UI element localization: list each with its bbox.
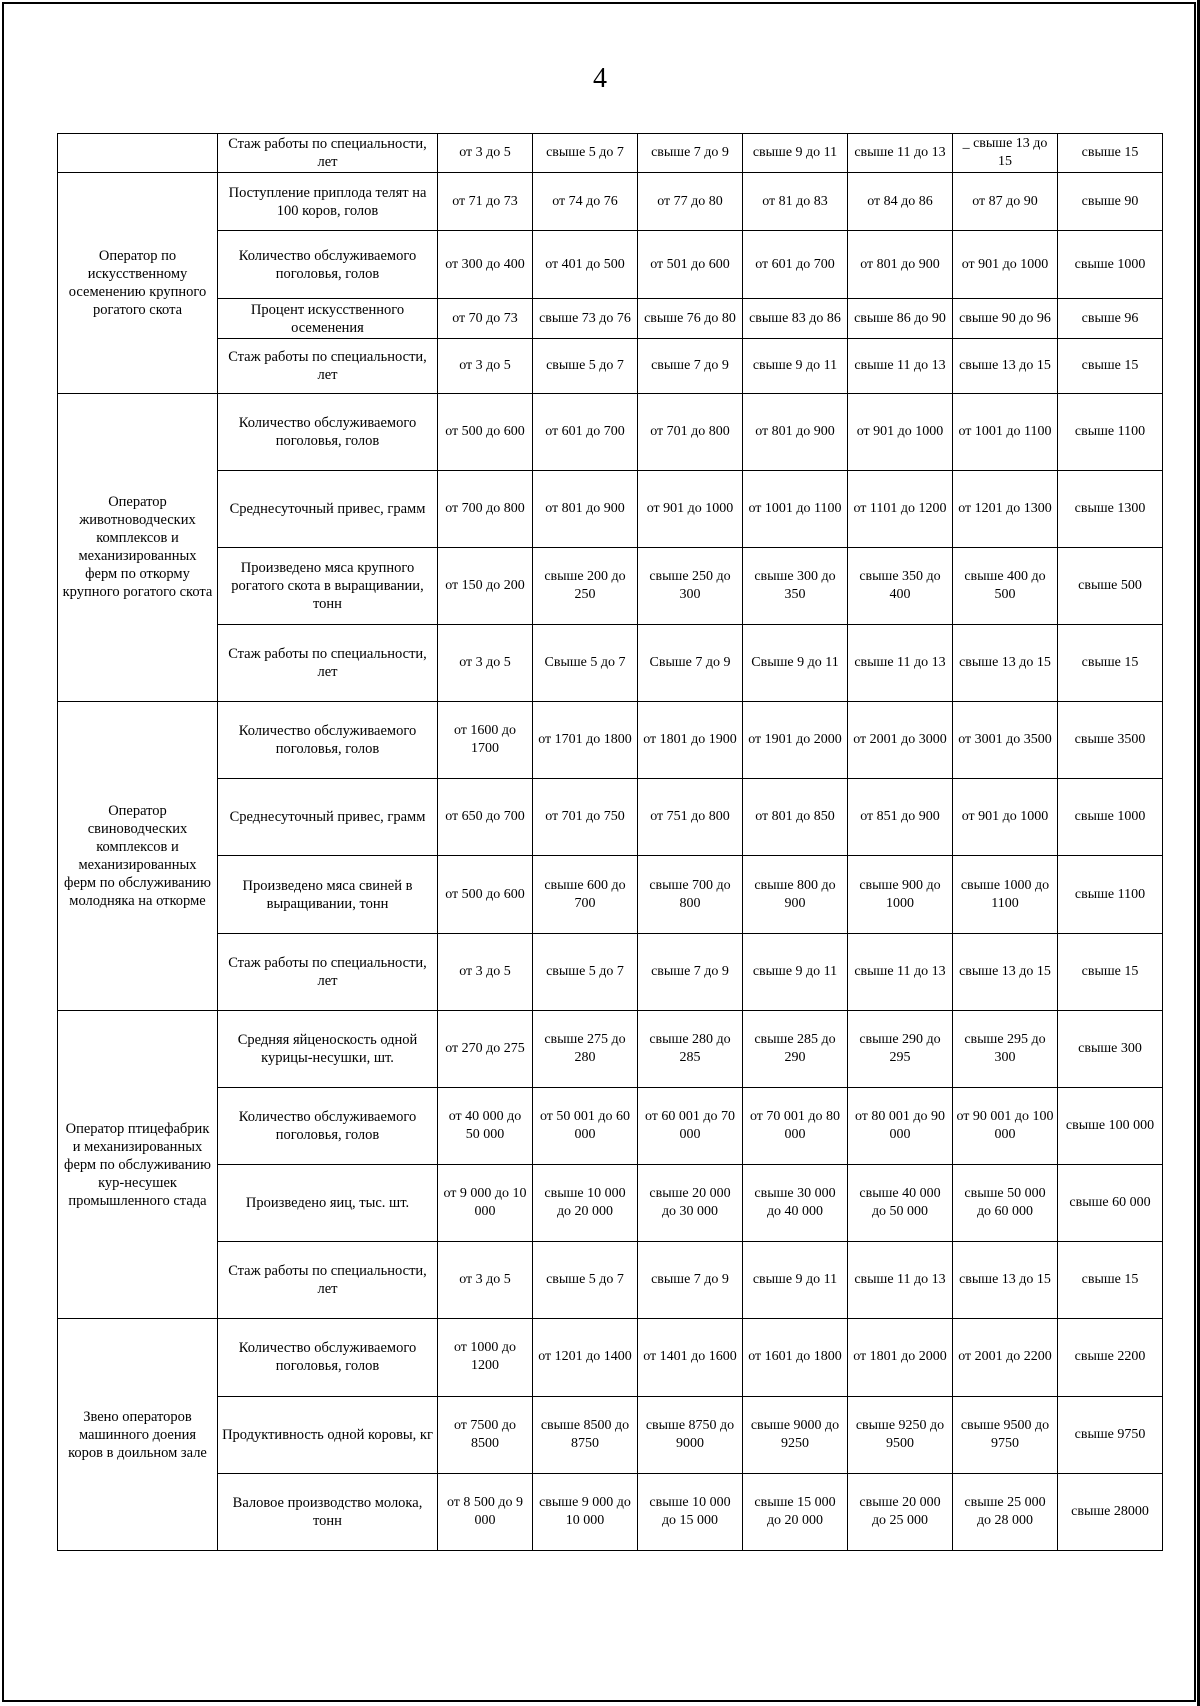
param-cell: Стаж работы по специальности, лет	[218, 624, 438, 701]
value-cell: от 87 до 90	[953, 173, 1058, 231]
param-cell: Стаж работы по специальности, лет	[218, 1242, 438, 1319]
param-cell: Количество обслуживаемого поголовья, голов	[218, 231, 438, 299]
param-cell: Количество обслуживаемого поголовья, голов	[218, 702, 438, 779]
value-cell: от 901 до 1000	[953, 779, 1058, 856]
value-cell: от 701 до 800	[638, 393, 743, 470]
value-cell: от 901 до 1000	[953, 231, 1058, 299]
table-row	[58, 856, 1163, 933]
value-cell: свыше 40 000 до 50 000	[848, 1165, 953, 1242]
value-cell: от 401 до 500	[533, 231, 638, 299]
value-cell: свыше 400 до 500	[953, 547, 1058, 624]
value-cell: от 1201 до 1300	[953, 470, 1058, 547]
value-cell: от 1801 до 2000	[848, 1319, 953, 1396]
value-cell: свыше 350 до 400	[848, 547, 953, 624]
table-row	[58, 1242, 1163, 1319]
page-number: 4	[593, 63, 607, 94]
header-value-cell: свыше 11 до 13	[848, 134, 953, 173]
value-cell: свыше 11 до 13	[848, 624, 953, 701]
value-cell: свыше 8500 до 8750	[533, 1396, 638, 1473]
value-cell: свыше 13 до 15	[953, 933, 1058, 1010]
value-cell: Свыше 9 до 11	[743, 624, 848, 701]
value-cell: от 3 до 5	[438, 339, 533, 393]
group-title-cell: Оператор птицефабрик и механизированных ферм по обслуживанию кур-несушек промышленного стада	[58, 1010, 218, 1319]
table-row	[58, 779, 1163, 856]
value-cell: свыше 800 до 900	[743, 856, 848, 933]
table-row	[58, 299, 1163, 339]
table-row	[58, 933, 1163, 1010]
param-cell: Произведено мяса крупного рогатого скота в выращивании, тонн	[218, 547, 438, 624]
value-cell: Свыше 5 до 7	[533, 624, 638, 701]
param-cell: Продуктивность одной коровы, кг	[218, 1396, 438, 1473]
value-cell: от 801 до 900	[533, 470, 638, 547]
table-row	[58, 1396, 1163, 1473]
rates-table	[57, 133, 1163, 1551]
value-cell: свыше 83 до 86	[743, 299, 848, 339]
value-cell: свыше 86 до 90	[848, 299, 953, 339]
header-value-cell: свыше 9 до 11	[743, 134, 848, 173]
value-cell: свыше 5 до 7	[533, 339, 638, 393]
value-cell: от 851 до 900	[848, 779, 953, 856]
value-cell: от 3001 до 3500	[953, 702, 1058, 779]
param-cell: Произведено мяса свиней в выращивании, тонн	[218, 856, 438, 933]
param-cell: Количество обслуживаемого поголовья, голов	[218, 393, 438, 470]
value-cell: от 7500 до 8500	[438, 1396, 533, 1473]
value-cell: от 3 до 5	[438, 624, 533, 701]
value-cell: свыше 1100	[1058, 393, 1163, 470]
value-cell: от 601 до 700	[533, 393, 638, 470]
value-cell: от 1001 до 1100	[743, 470, 848, 547]
table-row	[58, 231, 1163, 299]
value-cell: свыше 9750	[1058, 1396, 1163, 1473]
value-cell: свыше 1100	[1058, 856, 1163, 933]
value-cell: от 1601 до 1800	[743, 1319, 848, 1396]
param-cell: Среднесуточный привес, грамм	[218, 470, 438, 547]
value-cell: свыше 7 до 9	[638, 933, 743, 1010]
value-cell: от 300 до 400	[438, 231, 533, 299]
value-cell: свыше 90	[1058, 173, 1163, 231]
value-cell: от 1801 до 1900	[638, 702, 743, 779]
value-cell: свыше 28000	[1058, 1473, 1163, 1550]
value-cell: свыше 1000	[1058, 779, 1163, 856]
value-cell: свыше 290 до 295	[848, 1010, 953, 1087]
value-cell: от 801 до 900	[743, 393, 848, 470]
value-cell: свыше 15	[1058, 624, 1163, 701]
value-cell: от 40 000 до 50 000	[438, 1087, 533, 1164]
value-cell: от 751 до 800	[638, 779, 743, 856]
value-cell: от 700 до 800	[438, 470, 533, 547]
header-param-cell: Стаж работы по специальности, лет	[218, 134, 438, 173]
value-cell: от 1000 до 1200	[438, 1319, 533, 1396]
value-cell: от 801 до 900	[848, 231, 953, 299]
value-cell: свыше 96	[1058, 299, 1163, 339]
value-cell: свыше 15	[1058, 933, 1163, 1010]
value-cell: свыше 15	[1058, 339, 1163, 393]
value-cell: от 801 до 850	[743, 779, 848, 856]
value-cell: от 150 до 200	[438, 547, 533, 624]
value-cell: свыше 285 до 290	[743, 1010, 848, 1087]
value-cell: свыше 11 до 13	[848, 1242, 953, 1319]
table-row	[58, 702, 1163, 779]
header-value-cell: свыше 5 до 7	[533, 134, 638, 173]
value-cell: от 1001 до 1100	[953, 393, 1058, 470]
value-cell: свыше 300	[1058, 1010, 1163, 1087]
value-cell: свыше 9 000 до 10 000	[533, 1473, 638, 1550]
value-cell: от 70 до 73	[438, 299, 533, 339]
value-cell: свыше 250 до 300	[638, 547, 743, 624]
group-title-cell: Оператор по искусственному осеменению крупного рогатого скота	[58, 173, 218, 393]
table-row	[58, 1473, 1163, 1550]
table-row	[58, 1087, 1163, 1164]
value-cell: свыше 1000	[1058, 231, 1163, 299]
value-cell: свыше 9 до 11	[743, 1242, 848, 1319]
value-cell: свыше 9500 до 9750	[953, 1396, 1058, 1473]
value-cell: свыше 9250 до 9500	[848, 1396, 953, 1473]
value-cell: от 901 до 1000	[638, 470, 743, 547]
value-cell: от 8 500 до 9 000	[438, 1473, 533, 1550]
value-cell: свыше 13 до 15	[953, 624, 1058, 701]
value-cell: свыше 280 до 285	[638, 1010, 743, 1087]
value-cell: от 60 001 до 70 000	[638, 1087, 743, 1164]
value-cell: свыше 15 000 до 20 000	[743, 1473, 848, 1550]
value-cell: свыше 90 до 96	[953, 299, 1058, 339]
value-cell: от 71 до 73	[438, 173, 533, 231]
value-cell: свыше 9 до 11	[743, 933, 848, 1010]
value-cell: от 650 до 700	[438, 779, 533, 856]
value-cell: свыше 76 до 80	[638, 299, 743, 339]
value-cell: свыше 295 до 300	[953, 1010, 1058, 1087]
param-cell: Количество обслуживаемого поголовья, голов	[218, 1319, 438, 1396]
value-cell: от 1201 до 1400	[533, 1319, 638, 1396]
table-row	[58, 547, 1163, 624]
table-row	[58, 1319, 1163, 1396]
param-cell: Среднесуточный привес, грамм	[218, 779, 438, 856]
value-cell: свыше 5 до 7	[533, 933, 638, 1010]
param-cell: Произведено яиц, тыс. шт.	[218, 1165, 438, 1242]
value-cell: от 1600 до 1700	[438, 702, 533, 779]
value-cell: свыше 100 000	[1058, 1087, 1163, 1164]
value-cell: свыше 5 до 7	[533, 1242, 638, 1319]
value-cell: от 50 001 до 60 000	[533, 1087, 638, 1164]
value-cell: от 81 до 83	[743, 173, 848, 231]
value-cell: от 3 до 5	[438, 1242, 533, 1319]
value-cell: от 500 до 600	[438, 393, 533, 470]
table-row	[58, 1165, 1163, 1242]
value-cell: свыше 8750 до 9000	[638, 1396, 743, 1473]
value-cell: от 601 до 700	[743, 231, 848, 299]
value-cell: свыше 9000 до 9250	[743, 1396, 848, 1473]
value-cell: от 1901 до 2000	[743, 702, 848, 779]
value-cell: свыше 900 до 1000	[848, 856, 953, 933]
value-cell: свыше 50 000 до 60 000	[953, 1165, 1058, 1242]
value-cell: свыше 200 до 250	[533, 547, 638, 624]
value-cell: свыше 15	[1058, 1242, 1163, 1319]
table-row	[58, 470, 1163, 547]
table-row	[58, 393, 1163, 470]
value-cell: свыше 7 до 9	[638, 339, 743, 393]
value-cell: свыше 10 000 до 15 000	[638, 1473, 743, 1550]
value-cell: свыше 500	[1058, 547, 1163, 624]
table-header-row	[58, 134, 1163, 173]
group-title-cell: Звено операторов машинного доения коров в доильном зале	[58, 1319, 218, 1551]
value-cell: свыше 25 000 до 28 000	[953, 1473, 1058, 1550]
value-cell: от 74 до 76	[533, 173, 638, 231]
param-cell: Валовое производство молока, тонн	[218, 1473, 438, 1550]
value-cell: Свыше 7 до 9	[638, 624, 743, 701]
value-cell: свыше 11 до 13	[848, 933, 953, 1010]
value-cell: свыше 700 до 800	[638, 856, 743, 933]
table-row	[58, 173, 1163, 231]
value-cell: свыше 13 до 15	[953, 339, 1058, 393]
value-cell: от 1701 до 1800	[533, 702, 638, 779]
header-value-cell: свыше 15	[1058, 134, 1163, 173]
value-cell: от 501 до 600	[638, 231, 743, 299]
value-cell: свыше 300 до 350	[743, 547, 848, 624]
value-cell: от 2001 до 2200	[953, 1319, 1058, 1396]
param-cell: Стаж работы по специальности, лет	[218, 933, 438, 1010]
group-title-cell: Оператор животноводческих комплексов и механизированных ферм по откорму крупного рогатого скота	[58, 393, 218, 702]
param-cell: Средняя яйценоскость одной курицы-несушки, шт.	[218, 1010, 438, 1087]
value-cell: свыше 3500	[1058, 702, 1163, 779]
value-cell: свыше 13 до 15	[953, 1242, 1058, 1319]
value-cell: свыше 600 до 700	[533, 856, 638, 933]
header-value-cell: _ свыше 13 до 15	[953, 134, 1058, 173]
value-cell: от 701 до 750	[533, 779, 638, 856]
param-cell: Процент искусственного осеменения	[218, 299, 438, 339]
value-cell: от 500 до 600	[438, 856, 533, 933]
value-cell: от 3 до 5	[438, 933, 533, 1010]
value-cell: свыше 60 000	[1058, 1165, 1163, 1242]
table-row	[58, 1010, 1163, 1087]
value-cell: свыше 10 000 до 20 000	[533, 1165, 638, 1242]
value-cell: от 1101 до 1200	[848, 470, 953, 547]
value-cell: свыше 73 до 76	[533, 299, 638, 339]
value-cell: от 70 001 до 80 000	[743, 1087, 848, 1164]
value-cell: от 270 до 275	[438, 1010, 533, 1087]
value-cell: от 9 000 до 10 000	[438, 1165, 533, 1242]
value-cell: свыше 275 до 280	[533, 1010, 638, 1087]
value-cell: от 77 до 80	[638, 173, 743, 231]
value-cell: от 901 до 1000	[848, 393, 953, 470]
header-value-cell: свыше 7 до 9	[638, 134, 743, 173]
param-cell: Поступление приплода телят на 100 коров, голов	[218, 173, 438, 231]
value-cell: свыше 11 до 13	[848, 339, 953, 393]
table-row	[58, 624, 1163, 701]
value-cell: свыше 20 000 до 25 000	[848, 1473, 953, 1550]
value-cell: от 90 001 до 100 000	[953, 1087, 1058, 1164]
value-cell: свыше 7 до 9	[638, 1242, 743, 1319]
value-cell: свыше 9 до 11	[743, 339, 848, 393]
header-empty-cell	[58, 134, 218, 173]
group-title-cell: Оператор свиноводческих комплексов и механизированных ферм по обслуживанию молодняка на откорме	[58, 702, 218, 1011]
param-cell: Стаж работы по специальности, лет	[218, 339, 438, 393]
value-cell: от 84 до 86	[848, 173, 953, 231]
value-cell: от 2001 до 3000	[848, 702, 953, 779]
header-value-cell: от 3 до 5	[438, 134, 533, 173]
value-cell: свыше 30 000 до 40 000	[743, 1165, 848, 1242]
value-cell: свыше 1000 до 1100	[953, 856, 1058, 933]
value-cell: свыше 20 000 до 30 000	[638, 1165, 743, 1242]
value-cell: свыше 2200	[1058, 1319, 1163, 1396]
value-cell: от 1401 до 1600	[638, 1319, 743, 1396]
table-row	[58, 339, 1163, 393]
value-cell: от 80 001 до 90 000	[848, 1087, 953, 1164]
param-cell: Количество обслуживаемого поголовья, голов	[218, 1087, 438, 1164]
value-cell: свыше 1300	[1058, 470, 1163, 547]
